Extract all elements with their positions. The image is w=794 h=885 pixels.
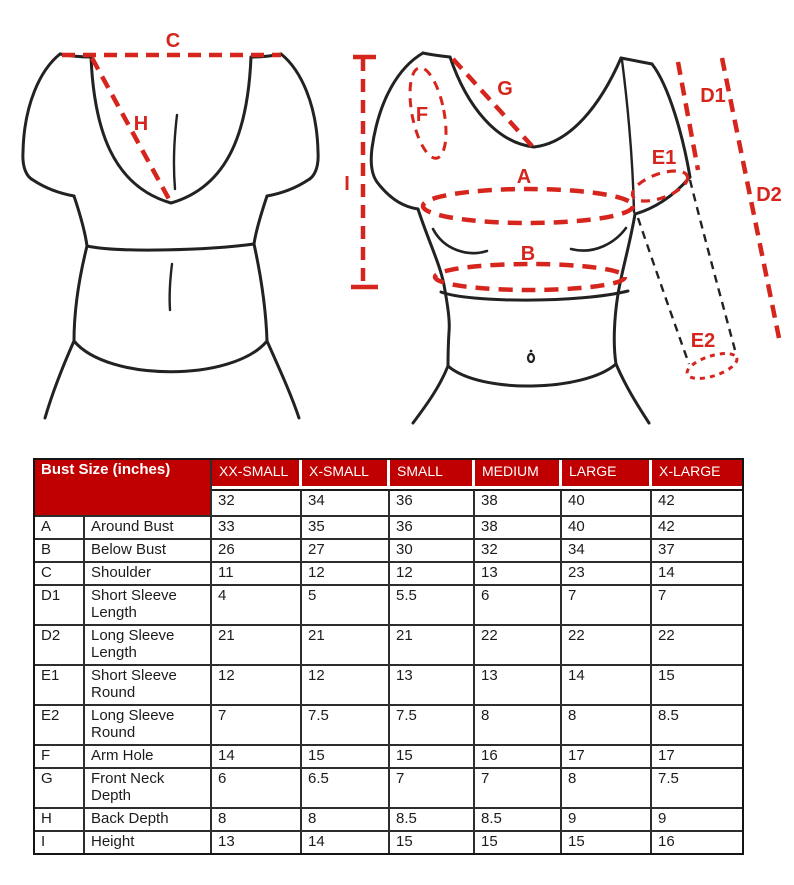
size-value: 15	[302, 746, 390, 769]
row-code: E2	[35, 706, 85, 746]
label-e1: E1	[651, 147, 677, 169]
size-row-c	[35, 563, 742, 586]
row-code: G	[35, 769, 85, 809]
size-table	[33, 458, 744, 855]
back-left-side	[74, 196, 87, 246]
size-value: 15	[652, 666, 742, 706]
size-value: 21	[302, 626, 390, 666]
front-right-leg-line	[616, 364, 649, 423]
size-value: 17	[562, 746, 652, 769]
size-value: 7	[212, 706, 302, 746]
size-value: 8	[212, 809, 302, 832]
back-view-figure	[23, 54, 318, 418]
size-value: 27	[302, 540, 390, 563]
label-b: B	[520, 243, 536, 265]
size-value: 7	[390, 769, 475, 809]
size-value: 22	[652, 626, 742, 666]
row-name: Arm Hole	[85, 746, 212, 769]
size-value: 14	[212, 746, 302, 769]
back-spine-lower	[170, 264, 172, 310]
size-value: 37	[652, 540, 742, 563]
size-value: 21	[390, 626, 475, 666]
size-value: 22	[562, 626, 652, 666]
size-value: 7	[475, 769, 562, 809]
bust-size-value: 34	[302, 489, 390, 517]
column-header-medium: MEDIUM	[475, 460, 562, 489]
row-name: Around Bust	[85, 517, 212, 540]
front-left-breast-curve	[433, 229, 487, 253]
front-left-leg-line	[413, 366, 448, 423]
size-value: 16	[658, 833, 675, 850]
size-value: 9	[652, 809, 742, 832]
column-header-xx-small: XX-SMALL	[212, 460, 302, 489]
back-right-sleeve	[267, 54, 318, 196]
bust-size-value: 36	[390, 489, 475, 517]
size-value: 15	[390, 746, 475, 769]
bust-size-value: 38	[475, 489, 562, 517]
size-value: 7	[652, 586, 742, 626]
back-right-leg-line	[267, 341, 299, 418]
row-code: D2	[35, 626, 85, 666]
size-value: 7.5	[302, 706, 390, 746]
size-value: 40	[562, 517, 652, 540]
row-name: Back Depth	[85, 809, 212, 832]
bust-size-value: 42	[652, 489, 742, 517]
label-d2: D2	[756, 184, 782, 206]
back-left-leg-line	[45, 341, 74, 418]
row-code: A	[35, 517, 85, 540]
front-right-armhole	[622, 60, 634, 212]
row-code: D1	[35, 586, 85, 626]
size-value: 14	[652, 563, 742, 586]
bust-size-value: 32	[212, 489, 302, 517]
back-left-sleeve	[23, 54, 74, 196]
size-value: 8	[302, 809, 390, 832]
label-f: F	[415, 104, 429, 126]
size-value: 13	[212, 832, 302, 853]
front-underbust-band	[441, 291, 628, 300]
d1-short-sleeve-line	[678, 62, 698, 170]
size-value: 42	[652, 517, 742, 540]
size-value: 12	[302, 666, 390, 706]
row-name: Below Bust	[85, 540, 212, 563]
size-value: 6	[212, 769, 302, 809]
size-value: 16	[475, 746, 562, 769]
row-name: Long Sleeve Length	[85, 626, 212, 666]
size-value: 23	[562, 563, 652, 586]
row-code: I	[35, 832, 85, 853]
label-d1: D1	[700, 85, 726, 107]
label-a: A	[516, 166, 532, 188]
row-code: B	[35, 540, 85, 563]
row-name: Height	[85, 832, 212, 853]
size-row-h	[35, 809, 742, 832]
size-value: 7.5	[652, 769, 742, 809]
b-below-bust-ellipse	[435, 264, 625, 290]
back-lower-left-side	[74, 246, 87, 341]
row-name: Short Sleeve Round	[85, 666, 212, 706]
back-hip-curve	[74, 341, 267, 372]
size-value: 38	[475, 517, 562, 540]
size-value: 9	[562, 809, 652, 832]
size-value: 13	[475, 666, 562, 706]
size-value: 13	[475, 563, 562, 586]
column-header-small: SMALL	[390, 460, 475, 489]
size-row-f	[35, 746, 742, 769]
label-e2: E2	[690, 330, 716, 352]
back-scoop-neckline	[91, 57, 251, 203]
size-value: 30	[390, 540, 475, 563]
row-code: H	[35, 809, 85, 832]
size-row-i	[35, 832, 742, 853]
size-row-d1	[35, 586, 742, 626]
long-sleeve-inner-edge	[638, 218, 689, 364]
a-around-bust-ellipse	[423, 189, 633, 223]
label-h: H	[133, 113, 149, 135]
size-row-b	[35, 540, 742, 563]
size-value: 13	[390, 666, 475, 706]
front-right-shoulder	[621, 58, 652, 64]
size-value: 11	[212, 563, 302, 586]
back-spine-upper	[174, 115, 177, 189]
table-header-row	[35, 460, 742, 489]
size-row-a	[35, 517, 742, 540]
front-hip-curve	[448, 364, 616, 386]
label-c: C	[165, 30, 181, 52]
size-value: 14	[562, 666, 652, 706]
size-value: 5	[302, 586, 390, 626]
size-value: 7	[562, 586, 652, 626]
row-name: Short Sleeve Length	[85, 586, 212, 626]
navel	[528, 354, 534, 362]
size-value: 8.5	[475, 809, 562, 832]
column-header-large: LARGE	[562, 460, 652, 489]
size-value: 21	[212, 626, 302, 666]
back-right-side	[254, 196, 267, 244]
size-value: 26	[212, 540, 302, 563]
bust-size-value: 40	[562, 489, 652, 517]
size-row-e2	[35, 706, 742, 746]
front-neckline	[450, 57, 621, 147]
size-value: 6	[475, 586, 562, 626]
row-code: F	[35, 746, 85, 769]
g-front-neck-line	[453, 59, 532, 146]
size-value: 8.5	[652, 706, 742, 746]
navel-dot	[530, 350, 533, 353]
size-row-e1	[35, 666, 742, 706]
size-value: 8	[475, 706, 562, 746]
column-header-x-small: X-SMALL	[302, 460, 390, 489]
long-sleeve-outer-edge	[690, 180, 735, 350]
size-value: 6.5	[302, 769, 390, 809]
label-g: G	[497, 78, 513, 100]
row-code: C	[35, 563, 85, 586]
row-name: Front Neck Depth	[85, 769, 212, 809]
back-lower-right-side	[254, 244, 267, 341]
size-value: 35	[302, 517, 390, 540]
size-row-g	[35, 769, 742, 809]
size-value: 22	[475, 626, 562, 666]
row-name: Long Sleeve Round	[85, 706, 212, 746]
size-value: 12	[302, 563, 390, 586]
size-value: 5.5	[390, 586, 475, 626]
size-value: 8	[562, 769, 652, 809]
size-value: 8	[562, 706, 652, 746]
size-value: 7.5	[390, 706, 475, 746]
row-code: E1	[35, 666, 85, 706]
back-hem-line	[87, 244, 254, 250]
size-value: 8.5	[390, 809, 475, 832]
front-right-breast-curve	[571, 228, 626, 251]
size-value: 15	[390, 832, 475, 853]
size-value: 32	[475, 540, 562, 563]
size-value: 17	[652, 746, 742, 769]
size-value: 14	[302, 832, 390, 853]
label-i: I	[344, 173, 350, 195]
size-value: 12	[212, 666, 302, 706]
size-value: 15	[475, 832, 562, 853]
row-name: Shoulder	[85, 563, 212, 586]
size-value: 33	[212, 517, 302, 540]
size-value: 15	[562, 832, 652, 853]
size-value: 12	[390, 563, 475, 586]
bust-size-corner-label: Bust Size (inches)	[35, 460, 212, 517]
size-row-d2	[35, 626, 742, 666]
e2-long-sleeve-round-ellipse	[684, 348, 740, 383]
size-value: 34	[562, 540, 652, 563]
column-header-x-large: X-LARGE	[652, 460, 742, 489]
front-left-shoulder	[423, 53, 450, 57]
size-value: 4	[212, 586, 302, 626]
size-value: 36	[390, 517, 475, 540]
